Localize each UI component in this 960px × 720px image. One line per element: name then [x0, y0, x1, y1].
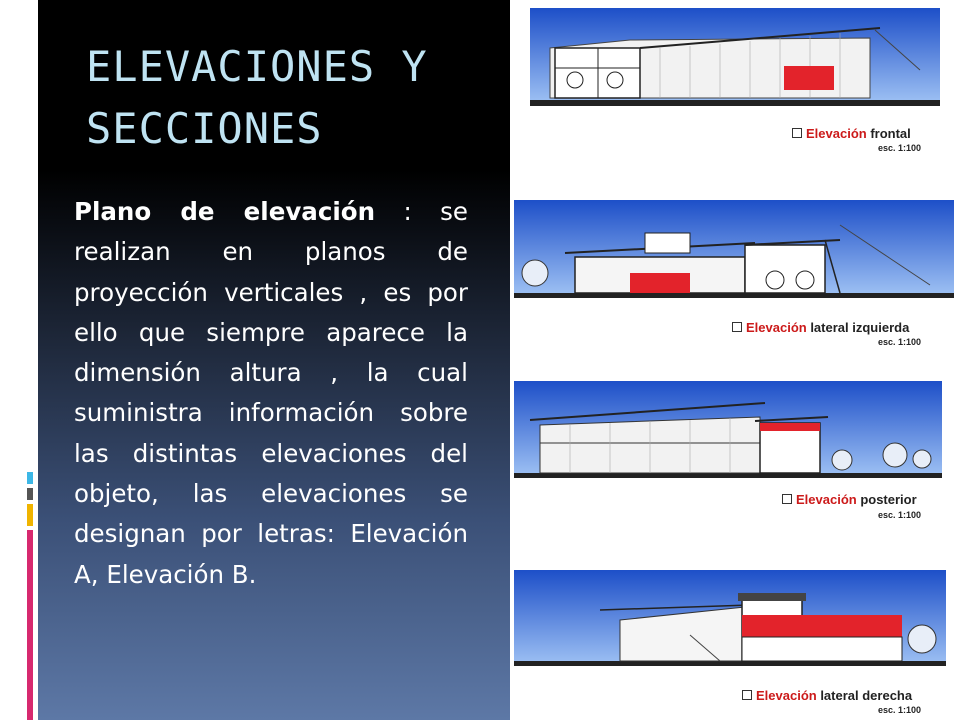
body-description: : se realizan en planos de proyección verticales , es por ello que siempre aparece la dimensión altura , la cual suministra información sobre las distintas elevaciones del objeto, las elevaciones se designan por letras: Elevación A, Elevación B. [74, 197, 468, 589]
slide-title: ELEVACIONES Y SECCIONES [86, 42, 428, 153]
elevation-scale: esc. 1:100 [878, 510, 922, 520]
strip-mark-gray [27, 488, 33, 500]
slide-panel [38, 0, 510, 720]
elevation-suffix: posterior [856, 492, 917, 507]
slide-body [74, 192, 468, 595]
elevation-frontal [510, 0, 960, 185]
elevation-lateral-izquierda [510, 185, 960, 375]
strip-mark [27, 0, 33, 468]
left-decor-strip [0, 0, 38, 720]
elevation-scale: esc. 1:100 [878, 143, 922, 153]
body-bold-term: Plano de elevación [74, 197, 376, 226]
elevation-suffix: lateral derecha [816, 688, 913, 703]
elevation-posterior-drawing [510, 375, 960, 485]
elevation-label: Elevación [796, 492, 857, 507]
elevation-label: Elevación [756, 688, 817, 703]
elevation-scale: esc. 1:100 [878, 337, 922, 347]
elevation-frontal-caption [792, 126, 911, 141]
elevation-suffix: frontal [866, 126, 911, 141]
elevation-scale: esc. 1:100 [878, 705, 922, 715]
elevation-frontal-drawing [510, 0, 960, 125]
strip-mark-blue [27, 472, 33, 484]
elevation-lateral-izquierda-caption [732, 320, 909, 335]
strip-mark-yellow [27, 504, 33, 526]
elevation-lateral-izquierda-drawing [510, 185, 960, 310]
checkbox-icon [732, 322, 742, 332]
strip-mark-pink [27, 530, 33, 720]
elevation-lateral-derecha [510, 565, 960, 720]
elevation-lateral-derecha-caption [742, 688, 912, 703]
checkbox-icon [792, 128, 802, 138]
elevation-suffix: lateral izquierda [806, 320, 910, 335]
checkbox-icon [782, 494, 792, 504]
elevation-label: Elevación [746, 320, 807, 335]
elevation-posterior-caption [782, 492, 917, 507]
elevation-posterior [510, 375, 960, 565]
elevation-lateral-derecha-drawing [510, 565, 960, 670]
checkbox-icon [742, 690, 752, 700]
elevations-panel [510, 0, 960, 720]
elevation-label: Elevación [806, 126, 867, 141]
